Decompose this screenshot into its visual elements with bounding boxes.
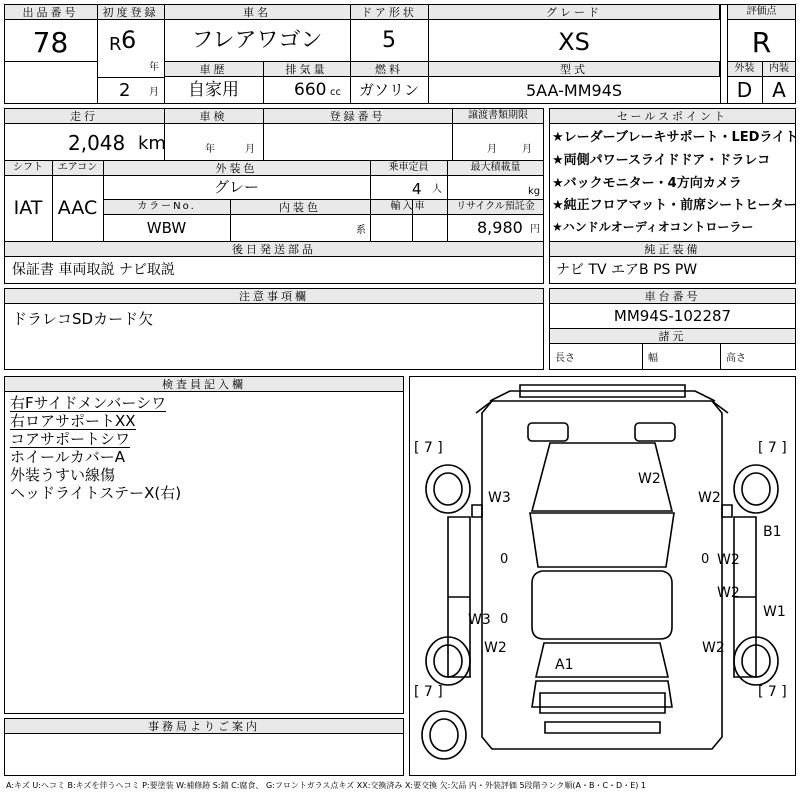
month-unit: 月 xyxy=(149,87,159,98)
grade-value: XS xyxy=(558,28,590,56)
pillar-l2-mark: 0 xyxy=(500,612,509,627)
exterior-label: 外装 xyxy=(734,63,755,74)
later-parts-label: 後日発送部品 xyxy=(232,243,316,256)
tire-fr-mark: [ 7 ] xyxy=(758,440,787,456)
recycle-label: リサイクル預託金 xyxy=(456,201,535,212)
history-value: 自家用 xyxy=(188,80,239,100)
displacement-value: 660 xyxy=(294,80,327,100)
fuel-value: ガソリン xyxy=(358,81,419,99)
legend-text: A:キズ U:ヘコミ B:キズを伴うヘコミ P:要塗装 W:補修跡 S:錆 C:腐食、 G:フロントガラス点キズ XX:交換済み X:要交換 欠:欠品 内・外装評価 5段階ランク順(A・B・C・D・E) 1 xyxy=(6,781,647,790)
int-color-label: 内装色 xyxy=(279,201,321,214)
aircon-label: エアコン xyxy=(57,162,98,173)
factory-equipment-label: 純正装備 xyxy=(644,243,701,256)
width-label: 幅 xyxy=(648,353,658,364)
pillar-l-mark: 0 xyxy=(500,552,509,567)
color-no-value: WBW xyxy=(146,219,187,237)
kg-unit: kg xyxy=(528,186,541,197)
person-unit: 人 xyxy=(432,184,442,195)
sales-point-3: ★バックモニター・4方向カメラ xyxy=(552,176,742,191)
yen-unit: 円 xyxy=(530,224,540,235)
fender-l-mark: W3 xyxy=(488,490,511,506)
tire-fl-mark: [ 7 ] xyxy=(414,440,443,456)
insp-month-unit: 月 xyxy=(245,144,255,155)
history-label: 車歴 xyxy=(199,63,228,76)
reg-number-label: 登録番号 xyxy=(329,110,386,123)
rear-fender-r-mark: W2 xyxy=(702,640,725,656)
mileage-value: 2,048 xyxy=(68,131,126,155)
grade-label: グレード xyxy=(546,6,602,19)
length-label: 長さ xyxy=(555,353,575,364)
interior-label: 内装 xyxy=(769,63,789,74)
chassis-label: 車台番号 xyxy=(644,290,701,303)
mileage-label: 走行 xyxy=(70,110,98,123)
side-b1-mark: B1 xyxy=(763,524,782,540)
door-label: ドア形状 xyxy=(361,6,417,19)
inspector-note-2: 右ロアサポートXX xyxy=(10,412,136,430)
fender-r-mark: W2 xyxy=(698,490,721,506)
door-count: 5 xyxy=(382,28,396,53)
inspector-note-5: 外装うすい線傷 xyxy=(10,466,116,484)
sales-points-label: セールスポイント xyxy=(616,110,728,123)
interior-grade: A xyxy=(772,78,786,102)
insp-year-unit: 年 xyxy=(205,144,215,155)
fuel-label: 燃料 xyxy=(375,63,403,76)
first-reg-label: 初度登録 xyxy=(102,6,159,19)
year-unit: 年 xyxy=(149,62,159,73)
chassis-value: MM94S-102287 xyxy=(613,307,732,325)
roof-rear-mark: A1 xyxy=(555,657,574,673)
car-outline xyxy=(410,377,795,775)
tire-rr-mark: [ 7 ] xyxy=(758,684,787,700)
import-label: 輸入車 xyxy=(390,201,427,212)
max-load-label: 最大積載量 xyxy=(470,162,521,173)
height-label: 高さ xyxy=(726,353,746,364)
reg-month: 2 xyxy=(119,80,131,101)
later-parts-value: 保証書 車両取説 ナビ取説 xyxy=(12,262,175,278)
tire-rl-mark: [ 7 ] xyxy=(414,684,443,700)
door-r-front-mark: W2 xyxy=(717,552,740,568)
pillar-r-mark: 0 xyxy=(701,552,710,567)
reg-year: 6 xyxy=(121,26,137,54)
transfer-month-unit: 月 xyxy=(487,144,497,155)
model-code-label: 型式 xyxy=(560,63,588,76)
sales-point-4: ★純正フロアマット・前席シートヒーター xyxy=(552,198,797,213)
inspector-note-4: ホイールカバーA xyxy=(10,448,125,466)
damage-diagram xyxy=(409,376,796,776)
ext-color-label: 外装色 xyxy=(215,162,258,175)
car-name-label: 車名 xyxy=(243,6,271,19)
series-unit: 系 xyxy=(356,225,366,236)
side-w1-mark: W1 xyxy=(763,604,786,620)
office-notice-label: 事務局よりご案内 xyxy=(148,720,260,733)
shift-label: シフト xyxy=(13,162,43,173)
notes-label: 注意事項欄 xyxy=(239,290,309,303)
shift-value: IAT xyxy=(13,197,43,219)
inspector-note-3: コアサポートシワ xyxy=(10,430,131,448)
door-l-rear-mark: W3 xyxy=(468,612,491,628)
score-label: 評価点 xyxy=(746,6,777,17)
aircon-value: AAC xyxy=(57,197,98,219)
ext-color-value: グレー xyxy=(213,178,259,196)
recycle-value: 8,980 xyxy=(477,218,523,237)
inspector-note-6: ヘッドライトステーX(右) xyxy=(10,484,182,502)
color-no-label: カラーNo. xyxy=(137,201,196,212)
exterior-grade: D xyxy=(736,78,753,102)
reg-era: R xyxy=(109,34,122,55)
capacity-label: 乗車定員 xyxy=(388,162,429,173)
factory-equipment-value: ナビ TV エアB PS PW xyxy=(556,262,698,278)
sales-point-5: ★ハンドルオーディオコントローラー xyxy=(552,220,754,234)
inspector-label: 検査員記入欄 xyxy=(162,378,246,391)
sales-point-2: ★両側パワースライドドア・ドラレコ xyxy=(552,153,771,168)
inspector-note-1: 右Fサイドメンバーシワ xyxy=(10,394,167,412)
transfer-day-unit: 月 xyxy=(522,144,532,155)
capacity-value: 4 xyxy=(412,180,422,198)
score-value: R xyxy=(751,26,772,59)
displacement-unit: cc xyxy=(330,87,341,98)
lot-number: 78 xyxy=(32,26,69,59)
transfer-deadline-label: 譲渡書類期限 xyxy=(468,110,528,121)
car-name: フレアワゴン xyxy=(191,28,323,53)
sales-point-1: ★レーダーブレーキサポート・LEDライト xyxy=(552,130,799,145)
notes-value: ドラレコSDカード欠 xyxy=(12,310,154,328)
door-r-rear-mark: W2 xyxy=(717,585,740,601)
displacement-label: 排気量 xyxy=(285,63,328,76)
inspection-label: 車検 xyxy=(199,110,228,123)
hood-mark: W2 xyxy=(638,471,661,487)
dimensions-label: 諸元 xyxy=(658,330,687,343)
lot-no-label: 出品番号 xyxy=(22,6,79,19)
km-unit: km xyxy=(138,133,166,154)
model-code-value: 5AA-MM94S xyxy=(525,81,623,100)
rear-fender-l-mark: W2 xyxy=(484,640,507,656)
